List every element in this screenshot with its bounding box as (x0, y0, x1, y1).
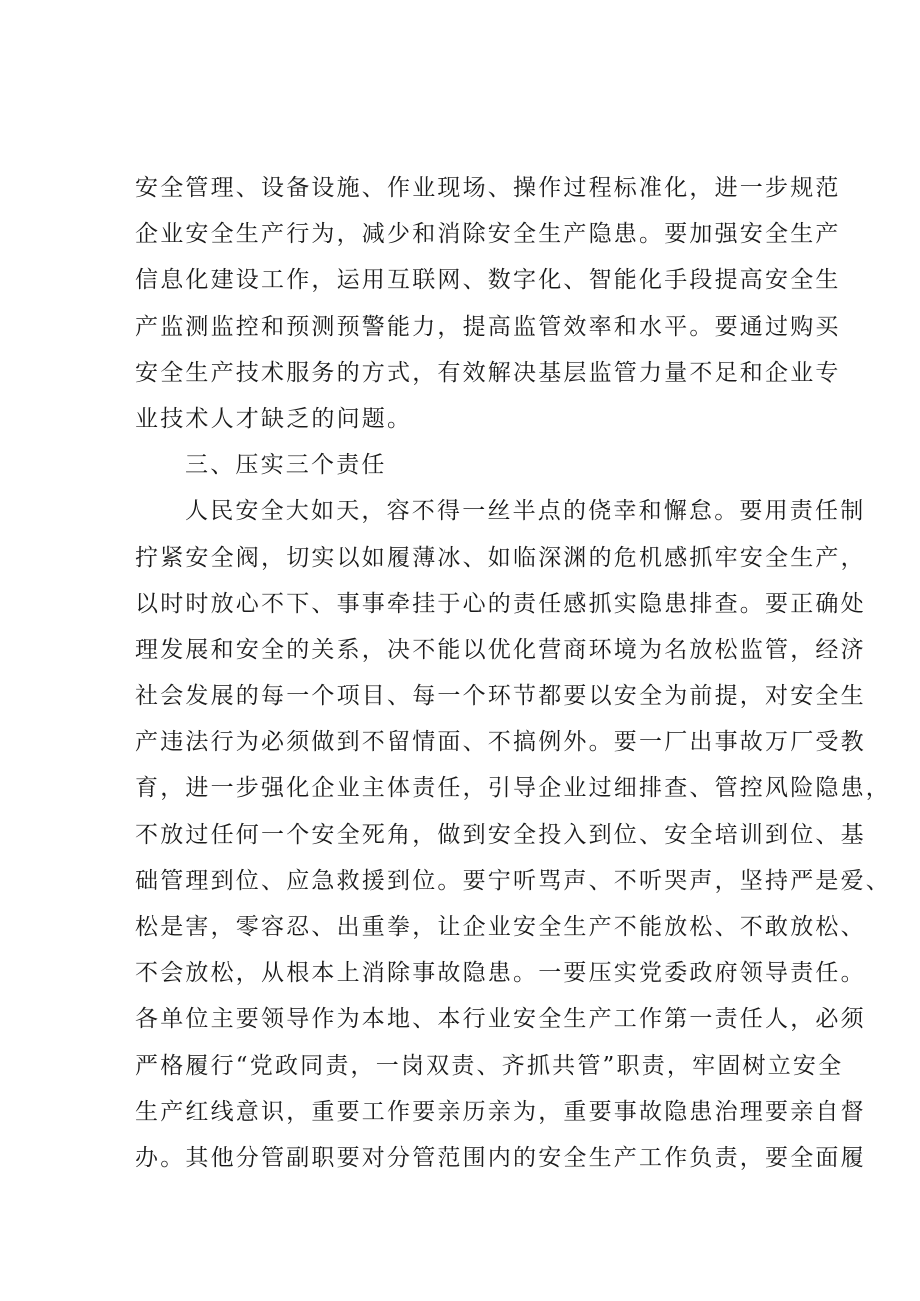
text-line: 办。其他分管副职要对分管范围内的安全生产工作负责，要全面履 (135, 1144, 866, 1171)
text-line: 各单位主要领导作为本地、本行业安全生产工作第一责任人，必须 (135, 1006, 866, 1033)
text-line: 松是害，零容忍、出重拳，让企业安全生产不能放松、不敢放松、 (135, 914, 866, 940)
section-heading-text: 三、压实三个责任 (185, 452, 387, 479)
text-line: 础管理到位、应急救援到位。要宁听骂声、不听哭声，坚持严是爱、 (135, 867, 891, 894)
text-line: 育，进一步强化企业主体责任，引导企业过细排查、管控风险隐患， (135, 775, 891, 802)
text-line: 安全管理、设备设施、作业现场、操作过程标准化，进一步规范 (135, 175, 841, 201)
text-line: 理发展和安全的关系，决不能以优化营商环境为名放松监管，经济 (135, 636, 866, 663)
text-line: 严格履行“党政同责，一岗双责、齐抓共管”职责，牢固树立安全 (135, 1052, 844, 1079)
text-line: 安全生产技术服务的方式，有效解决基层监管力量不足和企业专 (135, 359, 841, 386)
text-line: 产违法行为必须做到不留情面、不搞例外。要一厂出事故万厂受教 (135, 729, 866, 756)
paragraph-responsibility (135, 488, 891, 1181)
document-body (135, 165, 891, 1181)
paragraph-standardization (135, 165, 841, 442)
text-line: 产监测监控和预测预警能力，提高监管效率和水平。要通过购买 (135, 313, 841, 340)
text-line: 社会发展的每一个项目、每一个环节都要以安全为前提，对安全生 (135, 683, 866, 710)
text-line: 业技术人才缺乏的问题。 (135, 405, 413, 432)
text-line: 不放过任何一个安全死角，做到安全投入到位、安全培训到位、基 (135, 821, 866, 848)
text-line: 企业安全生产行为，减少和消除安全生产隐患。要加强安全生产 (135, 221, 841, 248)
text-line: 信息化建设工作，运用互联网、数字化、智能化手段提高安全生 (135, 267, 841, 294)
text-line: 不会放松，从根本上消除事故隐患。一要压实党委政府领导责任。 (135, 960, 866, 987)
text-line: 以时时放心不下、事事牵挂于心的责任感抓实隐患排查。要正确处 (135, 590, 866, 617)
text-line: 拧紧安全阀，切实以如履薄冰、如临深渊的危机感抓牢安全生产， (135, 544, 866, 571)
text-line: 人民安全大如天，容不得一丝半点的侥幸和懈怠。要用责任制 (185, 498, 866, 525)
section-heading (135, 442, 795, 488)
text-line: 生产红线意识，重要工作要亲历亲为，重要事故隐患治理要亲自督 (135, 1098, 866, 1125)
